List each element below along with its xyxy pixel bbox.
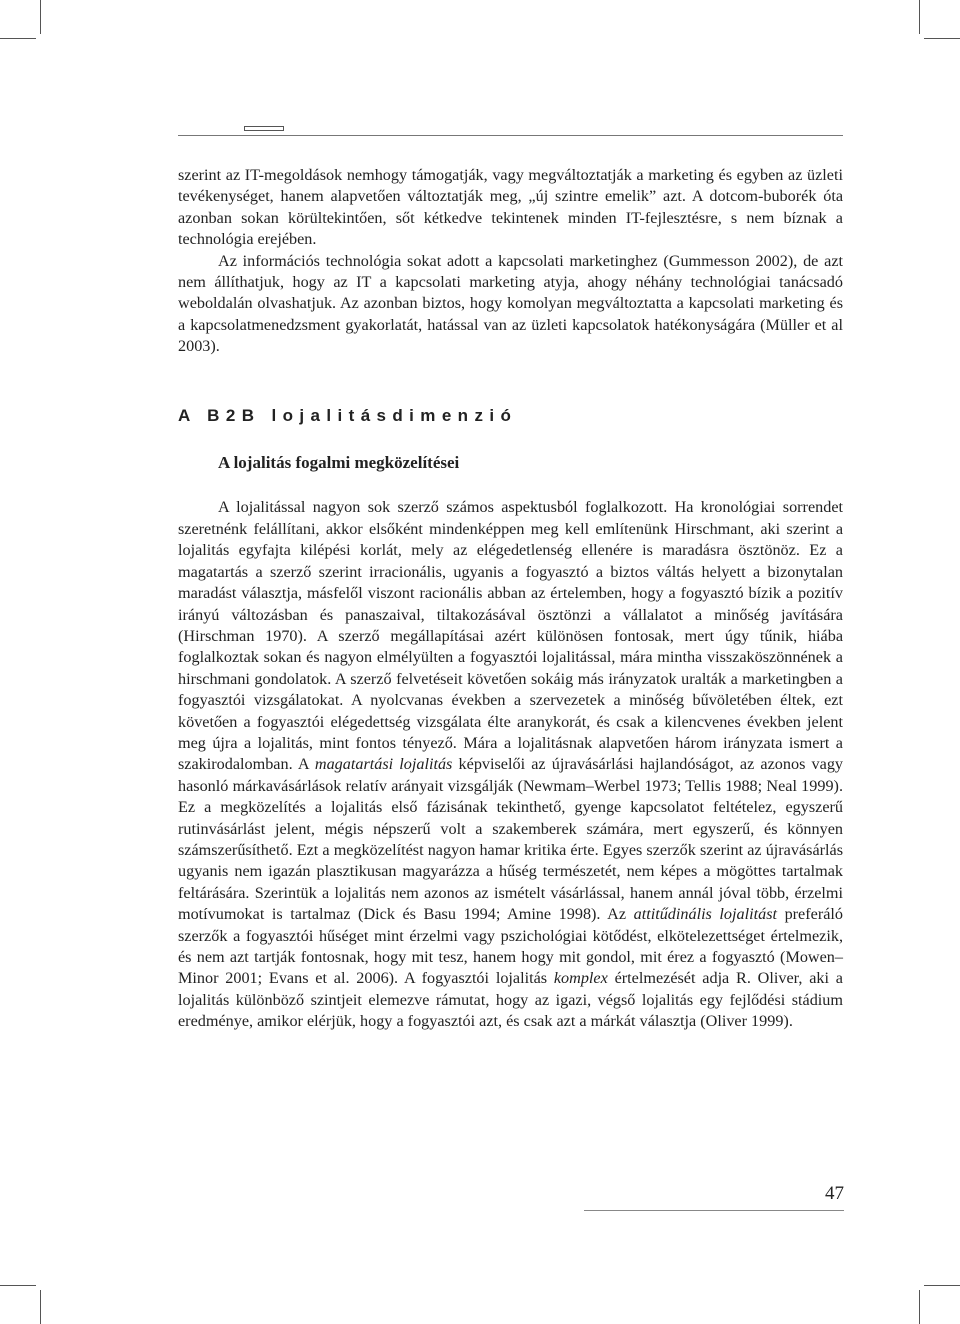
- crop-mark: [0, 1285, 36, 1286]
- subsection-title: A lojalitás fogalmi megközelítései: [218, 453, 460, 473]
- body-paragraph: szerint az IT-megoldások nemhogy támogatják, vagy megváltoztatják a marketing és egyben az üzleti tevékenységet, hanem alapvetően változtatják meg, „új szintre emelik” azt. A dotcom-buborék óta azonban sokan körültekintően, sőt kétkedve tekintenek minden IT-fejlesztésre, s nem bíznak a technológia erejében.: [178, 166, 843, 249]
- crop-mark: [919, 0, 920, 34]
- section-title: A B2B lojalitásdimenzió: [178, 405, 518, 425]
- italic-term: attitűdinális lojalitást: [633, 905, 777, 924]
- header-rule: [178, 135, 843, 136]
- crop-mark: [40, 0, 41, 34]
- text-run: képviselői az újravásárlási hajlandóságot, az azonos vagy hasonló márkavásárlások relatív arányait vizsgálják (Newmam–Werbel 1973; Tellis 1988; Neal 1999). Ez a megközelítés a lojalitás első fázisának tekinthető, gyenge kapcsolatot feltételez, egyszerű rutinvásárlást jelent, mégis népszerű volt a szakemberek számára, mert egyszerű, és könnyen számszerűsíthető. Ezt a megközelítést nagyon hamar kritika érte. Egyes szerzők szerint az újravásárlás ugyanis nem igazán plasztikusan magyarázza a hűség természetét, nem képes a mögöttes tartalmak feltárására. Szerintük a lojalitás nem azonos az ismételt vásárlással, hanem annál jóval több, érzelmi motívumokat is tartalmaz (Dick és Basu 1994; Amine 1998). Az: [178, 755, 844, 924]
- crop-mark: [0, 38, 36, 39]
- footer-rule: [584, 1210, 844, 1211]
- page-content: [178, 165, 843, 1033]
- text-run: A lojalitással nagyon sok szerző számos aspektusból foglalkozott. Ha kronológiai sorrendet szeretnénk felállítani, akkor elsőként mindenképpen meg kell említenünk Hirschmant, aki szerint a lojalitás egyfajta kilépési korlát, mely az elégedetlenség ellenére is maradásra ösztönöz. Ez a magatartás a szerző szerint irracionális, ugyanis a fogyasztó a biztos váltás helyett a bizonytalan maradást választja, másfelől viszont racionális abban az értelemben, hogy a fogyasztó bízik a pozitív irányú változásban és panaszaival, tiltakozásával ösztönzi a vállalatot a minőség javítására (Hirschman 1970). A szerző megállapításai azért különösen fontosak, mert úgy tűnik, hiába foglalkoztak sokan és nagyon elmélyülten a fogyasztói lojalitással, mára mintha visszaköszönnének a hirschmani gondolatok. A szerző felvetéseit követően sokáig más irányzatok uralták a marketingben a fogyasztói vizsgálatokat. A nyolcvanas években a szervezetek a minőség bűvöletében éltek, ezt követően a fogyasztói elégedettség vizsgálata élte aranykorát, és csak a kilencvenes években jelent meg újra a lojalitás, mint fontos tényező. Mára a lojalitásnak alapvetően három irányzata ismert a szakirodalomban. A: [178, 498, 843, 774]
- crop-mark: [924, 1285, 960, 1286]
- crop-mark: [40, 1290, 41, 1324]
- header-ornament: [244, 126, 284, 131]
- text-run: értelmezését adja R. Oliver, aki a lojalitás különböző szintjeit elemezve rámutat, hogy az igazi, végső lojalitás egy fejlődési stádium eredménye, amikor elérjük, hogy a fogyasztói azt, és csak azt a márkát választja (Oliver 1999).: [178, 969, 843, 1031]
- text-run: preferáló szerzők a fogyasztói hűséget mint érzelmi vagy pszichológiai kötődést, elkötelezettséget értelmezik, és nem azt tartják fontosnak, hogy mit tesz, hanem hogy mit gondol, mit érez a fogyasztó (Mowen–Minor 2001; Evans et al. 2006). A fogyasztói lojalitás: [178, 905, 843, 988]
- page-number: 47: [825, 1183, 844, 1204]
- italic-term: komplex: [553, 969, 608, 988]
- italic-term: magatartási lojalitás: [314, 755, 453, 774]
- body-paragraph: Az információs technológia sokat adott a kapcsolati marketinghez (Gummesson 2002), de azt nem állíthatjuk, hogy az IT a kapcsolati marketing atyja, ahogy néhány technológiai tanácsadó weboldalán olvashatjuk. Az azonban biztos, hogy komolyan megváltoztatta a kapcsolati marketing és a kapcsolatmenedzsment gyakorlatát, hatással van az üzleti kapcsolatok hatékonyságára (Müller et al 2003).: [178, 251, 843, 356]
- body-paragraph: [178, 497, 843, 1032]
- crop-mark: [924, 38, 960, 39]
- crop-mark: [919, 1290, 920, 1324]
